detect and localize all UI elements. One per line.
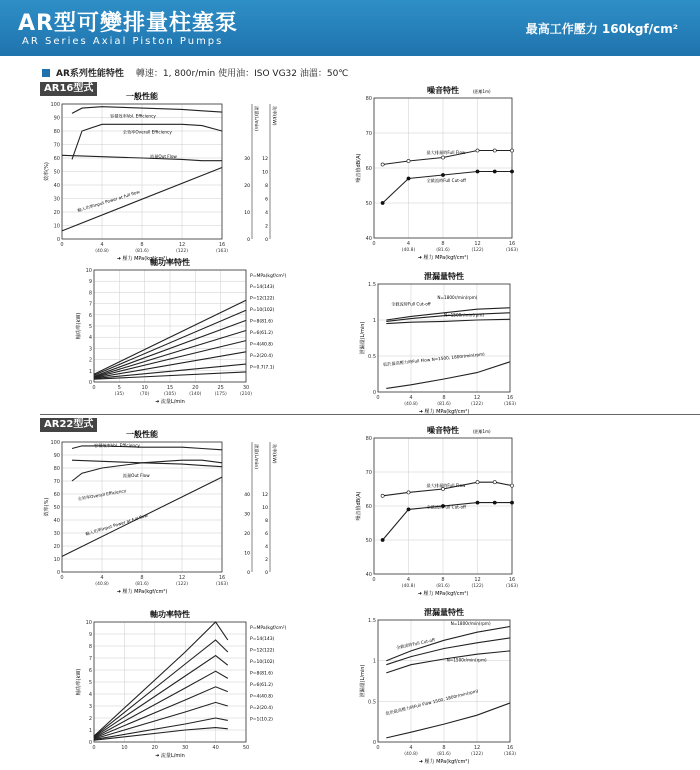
series-label: 全效率Overall Efficiency (122, 129, 172, 135)
y-tick-label: 50 (53, 169, 60, 176)
right-power-tick-label: 12 (262, 493, 268, 498)
y-tick-label: 1 (88, 728, 92, 734)
series-label: 低於最高壓力時Full Flow N=1500, 1800r/min(rpm) (382, 351, 485, 368)
page-title: AR型可變排量柱塞泵 (18, 11, 238, 36)
data-point (407, 159, 410, 162)
right-power-tick-label: 8 (265, 184, 268, 189)
y-tick-label: 40 (53, 183, 60, 189)
right-power-tick-label: 10 (262, 506, 268, 511)
right-flow-tick-label: 0 (247, 238, 250, 243)
series-label: 流量Out Flow (150, 154, 177, 159)
y-tick-label: 1.5 (368, 282, 376, 288)
data-point (476, 501, 479, 504)
y-tick-label: 90 (53, 453, 60, 459)
x-tick-secondary-label: (81.6) (437, 402, 451, 407)
y-axis-label: 效率(%) (44, 497, 50, 517)
series-label: N=1800r/min(rpm) (437, 295, 478, 301)
right-power-tick-label: 2 (265, 558, 268, 563)
x-tick-label: 20 (151, 745, 158, 751)
y-axis-label: 軸功率(kW) (76, 312, 82, 340)
chart-title-note: (距離1m) (473, 89, 491, 94)
x-tick-label: 16 (506, 745, 514, 751)
legend-entry: P=6(61.2) (250, 683, 273, 688)
section-square-icon (42, 69, 50, 77)
y-tick-label: 80 (365, 436, 372, 442)
series-line (94, 687, 228, 739)
series-label: 最大排量時Full Flow (426, 482, 466, 488)
chart-title: 泄漏量特性 (424, 608, 464, 617)
x-tick-label: 0 (372, 241, 376, 247)
test-conditions: 轉速：1, 800r/min 使用油：ISO VG32 油溫：50℃ (135, 69, 349, 79)
x-tick-label: 8 (441, 241, 445, 247)
series-label: 全截流時Full Cut-off (395, 637, 436, 651)
series-label: 容積效率Vol. Efficiency (94, 443, 140, 449)
y-tick-label: 70 (53, 479, 60, 485)
x-tick-secondary-label: (122) (471, 584, 484, 589)
x-axis-label: ➜ 壓力 MPa(kgf/cm²) (116, 256, 168, 262)
y-tick-label: 10 (53, 557, 60, 563)
right-flow-tick-label: 10 (244, 551, 250, 557)
x-tick-label: 50 (242, 745, 250, 751)
x-tick-label: 0 (376, 395, 380, 401)
y-tick-label: 70 (53, 142, 60, 149)
x-tick-secondary-label: (40.8) (404, 402, 418, 407)
y-tick-label: 4 (88, 692, 92, 698)
x-tick-secondary-label: (40.8) (95, 249, 109, 254)
series-line (72, 460, 222, 467)
x-tick-secondary-label: (140) (189, 392, 202, 397)
y-tick-label: 30 (53, 196, 60, 203)
x-tick-label: 8 (140, 242, 144, 248)
legend-entry: P=6(61.2) (250, 331, 273, 336)
x-tick-label: 0 (60, 242, 64, 248)
legend-entry: P=14(143) (250, 285, 275, 290)
right-power-tick-label: 6 (265, 197, 268, 203)
x-tick-label: 4 (409, 395, 413, 401)
model-badge-ar22: AR22型式 (40, 418, 97, 432)
series-label: N=1500r/min(rpm) (446, 657, 487, 663)
y-tick-label: 80 (365, 96, 372, 102)
y-tick-label: 10 (85, 268, 92, 274)
x-tick-label: 5 (117, 385, 121, 391)
y-tick-label: 50 (53, 505, 60, 511)
right-power-tick-label: 0 (265, 238, 268, 243)
right-flow-tick-label: 30 (244, 512, 250, 518)
y-tick-label: 0.5 (368, 354, 376, 360)
y-tick-label: 40 (365, 236, 372, 242)
y-tick-label: 40 (53, 518, 60, 524)
legend-entry: P=0.7(7.1) (250, 365, 275, 371)
x-tick-label: 4 (100, 575, 104, 581)
y-tick-label: 3 (88, 704, 92, 710)
y-tick-label: 0 (88, 740, 92, 746)
legend-entry: P=4(40.8) (250, 694, 273, 700)
legend-entry: P=10(102) (250, 660, 275, 665)
x-tick-label: 16 (218, 575, 226, 581)
y-tick-label: 5 (88, 324, 92, 330)
pressure-label: 最高工作壓力 160kgf/cm² (525, 22, 678, 36)
x-tick-label: 0 (60, 575, 64, 581)
x-tick-secondary-label: (81.6) (436, 248, 450, 253)
y-tick-label: 4 (88, 335, 92, 342)
series-label: N=1500r/min(rpm) (444, 312, 485, 318)
right-power-tick-label: 6 (265, 532, 268, 537)
x-tick-secondary-label: (105) (163, 392, 177, 397)
right-axis-flow-label: 流量(L/min) (253, 106, 258, 132)
series-label: 容積效率Vol. Efficiency (110, 113, 156, 119)
right-power-tick-label: 8 (265, 519, 268, 524)
y-tick-label: 70 (365, 131, 372, 137)
y-tick-label: 1 (372, 318, 376, 324)
y-tick-label: 2 (88, 357, 92, 364)
x-tick-label: 12 (474, 577, 481, 583)
legend-entry: P=10(102) (250, 308, 275, 313)
data-point (407, 491, 410, 494)
y-tick-label: 30 (53, 531, 60, 537)
y-tick-label: 0 (372, 390, 376, 396)
y-tick-label: 0.5 (368, 699, 376, 706)
x-tick-label: 0 (92, 385, 96, 391)
data-point (441, 156, 444, 159)
legend-entry: P=12(122) (250, 296, 275, 302)
chart-ar22-power (60, 604, 310, 768)
chart-ar16-leakage (352, 262, 542, 415)
y-tick-label: 80 (53, 466, 60, 472)
x-tick-secondary-label: (122) (470, 752, 484, 757)
chart-ar22-leakage (352, 604, 542, 768)
x-tick-label: 8 (140, 575, 144, 581)
legend-entry: P=2(20.4) (250, 354, 273, 359)
data-point (510, 170, 513, 173)
x-tick-secondary-label: (81.6) (135, 582, 149, 587)
x-tick-label: 0 (376, 745, 380, 751)
chart-title: 軸功率特性 (150, 258, 190, 267)
x-axis-label: ➜ 壓力 MPa(kgf/cm²) (418, 409, 470, 415)
data-point (381, 538, 384, 541)
y-tick-label: 5 (88, 680, 92, 686)
x-tick-label: 12 (474, 241, 481, 247)
x-tick-secondary-label: (163) (503, 402, 517, 407)
y-tick-label: 70 (365, 470, 372, 476)
right-flow-tick-label: 20 (244, 532, 250, 537)
y-tick-label: 1 (372, 658, 376, 665)
data-point (441, 173, 444, 176)
x-tick-secondary-label: (81.6) (437, 752, 451, 757)
legend-entry: P=2(20.4) (250, 706, 273, 711)
series-label: N=1800r/min(rpm) (450, 620, 491, 626)
data-point (493, 170, 496, 173)
data-point (493, 481, 496, 484)
x-axis-label: ➜ 壓力 MPa(kgf/cm²) (417, 591, 469, 597)
series-label: 流量Out Flow (122, 473, 150, 479)
model-badge-ar16: AR16型式 (40, 82, 97, 96)
x-tick-secondary-label: (163) (505, 584, 519, 589)
series-label: 全截流時Full Cut-off (426, 504, 466, 510)
series-line (383, 172, 512, 204)
y-tick-label: 20 (53, 544, 60, 550)
x-tick-secondary-label: (163) (215, 249, 229, 254)
chart-title: 一般性能 (126, 430, 158, 439)
x-tick-label: 12 (178, 575, 186, 581)
right-axis-power-label: 功率(kW) (271, 444, 276, 464)
y-tick-label: 9 (88, 632, 92, 638)
right-flow-tick-label: 10 (244, 211, 250, 216)
x-tick-label: 15 (166, 385, 174, 391)
x-tick-secondary-label: (81.6) (135, 249, 149, 254)
chart-ar16-power (60, 258, 310, 416)
y-tick-label: 6 (88, 668, 92, 674)
right-power-tick-label: 4 (265, 545, 268, 550)
section-title: AR系列性能特性 (56, 69, 124, 79)
data-point (510, 149, 513, 152)
data-point (407, 177, 410, 180)
y-axis-label: 泄漏量(L/min) (360, 664, 366, 698)
y-tick-label: 1 (88, 368, 92, 375)
data-point (510, 484, 513, 487)
y-axis-label: 噪音值dB(A) (356, 491, 362, 521)
y-axis-label: 泄漏量(L/min) (360, 321, 366, 355)
data-point (493, 149, 496, 152)
right-flow-tick-label: 30 (244, 157, 250, 162)
y-tick-label: 0 (56, 570, 60, 576)
data-point (476, 481, 479, 484)
x-tick-secondary-label: (70) (140, 392, 150, 397)
x-axis-label: ➜ 流量L/min (155, 753, 185, 759)
section-header (42, 66, 348, 79)
right-power-tick-label: 12 (262, 157, 268, 162)
x-tick-label: 4 (100, 242, 104, 248)
x-tick-secondary-label: (40.8) (404, 752, 418, 757)
series-label: 全截流時Full Cut-off (391, 301, 431, 307)
y-tick-label: 50 (365, 538, 372, 544)
data-point (381, 201, 384, 204)
legend-entry: P=14(143) (250, 637, 275, 642)
y-tick-label: 0 (56, 237, 60, 243)
y-tick-label: 0 (372, 740, 376, 746)
y-tick-label: 60 (365, 504, 372, 510)
page-subtitle: AR Series Axial Piston Pumps (22, 36, 224, 47)
x-tick-secondary-label: (122) (175, 582, 189, 587)
x-tick-label: 4 (409, 745, 413, 751)
data-point (381, 494, 384, 497)
x-tick-secondary-label: (122) (470, 402, 484, 407)
y-tick-label: 7 (88, 656, 92, 662)
right-axis-flow-label: 流量(L/min) (253, 444, 258, 470)
x-tick-label: 16 (508, 577, 516, 583)
y-axis-label: 噪音值dB(A) (356, 153, 362, 183)
x-tick-label: 25 (217, 385, 224, 391)
right-axis-power-label: 功率(kW) (271, 106, 276, 126)
x-tick-label: 16 (218, 242, 226, 248)
series-line (94, 640, 228, 737)
y-tick-label: 10 (53, 223, 60, 230)
x-tick-label: 10 (141, 385, 148, 391)
x-tick-secondary-label: (122) (175, 249, 189, 254)
legend-entry: P=1(10.2) (250, 717, 273, 723)
x-tick-label: 12 (473, 395, 481, 401)
chart-title: 噪音特性 (427, 426, 459, 435)
x-tick-label: 8 (442, 395, 446, 401)
right-flow-tick-label: 40 (244, 493, 250, 498)
right-power-tick-label: 2 (265, 224, 268, 230)
x-tick-label: 0 (372, 577, 376, 583)
y-tick-label: 90 (53, 115, 60, 122)
series-line (386, 362, 510, 389)
x-tick-secondary-label: (210) (239, 392, 253, 397)
series-line (72, 107, 222, 114)
series-label: 輸入功率Input Power at full flow (76, 189, 141, 213)
legend-entry: P=8(81.6) (250, 671, 273, 677)
y-tick-label: 3 (88, 346, 92, 353)
x-tick-label: 8 (442, 745, 446, 751)
y-axis-label: 軸功率(kW) (76, 668, 82, 696)
y-tick-label: 2 (88, 716, 92, 722)
y-tick-label: 50 (365, 201, 372, 207)
x-tick-label: 40 (212, 745, 219, 751)
data-point (381, 163, 384, 166)
data-point (493, 501, 496, 504)
x-axis-label: ➜ 流量L/min (155, 399, 185, 405)
x-tick-secondary-label: (163) (503, 752, 517, 757)
series-label: 最大排量時Full Flow (426, 150, 466, 155)
x-tick-label: 12 (178, 242, 186, 248)
x-tick-secondary-label: (40.8) (401, 248, 416, 253)
x-tick-secondary-label: (81.6) (436, 584, 450, 589)
x-tick-label: 4 (406, 241, 411, 247)
y-tick-label: 1.5 (368, 618, 376, 624)
x-axis-label: ➜ 壓力 MPa(kgf/cm²) (418, 759, 470, 765)
x-tick-secondary-label: (163) (505, 248, 519, 253)
legend-head: P=MPa(kgf/cm²) (250, 626, 287, 631)
header-banner (0, 0, 700, 56)
x-tick-secondary-label: (175) (214, 392, 227, 397)
legend-head: P=MPa(kgf/cm²) (250, 274, 287, 279)
legend-entry: P=8(81.6) (250, 319, 273, 325)
y-tick-label: 7 (88, 301, 92, 308)
y-tick-label: 60 (53, 156, 60, 162)
data-point (476, 170, 479, 173)
series-label: 低於最高壓力時Full Flow 1500, 1800r/min(rpm) (384, 688, 479, 717)
chart-title-note: (距離1m) (473, 429, 491, 434)
y-tick-label: 8 (88, 290, 92, 297)
x-tick-label: 30 (182, 745, 189, 751)
x-tick-label: 16 (506, 395, 514, 401)
series-label: 輸入功率Input Power at full flow (84, 512, 149, 537)
x-tick-secondary-label: (40.8) (401, 584, 416, 589)
legend-entry: P=12(122) (250, 648, 275, 654)
y-tick-label: 80 (53, 129, 60, 135)
x-tick-secondary-label: (122) (471, 248, 484, 253)
x-axis-label: ➜ 壓力 MPa(kgf/cm²) (417, 255, 469, 261)
x-tick-secondary-label: (35) (114, 392, 124, 397)
chart-ar16-general (40, 86, 276, 264)
right-flow-tick-label: 20 (244, 184, 250, 189)
y-tick-label: 6 (88, 312, 92, 319)
x-tick-label: 12 (473, 745, 481, 751)
series-line (94, 656, 228, 738)
chart-ar22-general (40, 428, 276, 598)
y-tick-label: 40 (365, 572, 372, 578)
y-tick-label: 20 (53, 210, 60, 216)
y-tick-label: 100 (50, 102, 60, 108)
x-tick-label: 30 (242, 385, 250, 391)
x-tick-label: 8 (441, 577, 445, 583)
chart-ar22-noise (352, 424, 542, 600)
chart-title: 噪音特性 (427, 86, 459, 95)
chart-title: 泄漏量特性 (424, 272, 464, 281)
x-tick-secondary-label: (40.8) (95, 582, 109, 587)
data-point (476, 149, 479, 152)
series-label: 全截流時Full Cut-off (426, 178, 466, 183)
x-tick-label: 16 (508, 241, 516, 247)
right-power-tick-label: 0 (265, 571, 268, 576)
data-point (407, 508, 410, 511)
y-tick-label: 100 (50, 440, 60, 446)
y-tick-label: 0 (88, 380, 92, 386)
y-tick-label: 10 (85, 620, 92, 626)
x-tick-label: 20 (192, 385, 199, 391)
right-power-tick-label: 4 (265, 211, 268, 216)
x-tick-label: 10 (121, 745, 128, 751)
series-label: 全效率Overall Efficiency (77, 488, 127, 502)
chart-title: 一般性能 (126, 92, 158, 101)
chart-title: 軸功率特性 (150, 610, 190, 619)
y-tick-label: 60 (53, 492, 60, 498)
legend-entry: P=4(40.8) (250, 342, 273, 348)
data-point (510, 501, 513, 504)
x-tick-label: 4 (406, 577, 411, 583)
chart-ar16-noise (352, 84, 542, 264)
x-tick-label: 0 (92, 745, 96, 751)
y-axis-label: 效率(%) (44, 162, 50, 181)
y-tick-label: 8 (88, 644, 92, 650)
x-axis-label: ➜ 壓力 MPa(kgf/cm²) (116, 589, 168, 595)
right-power-tick-label: 10 (262, 170, 268, 176)
y-tick-label: 9 (88, 279, 92, 286)
x-tick-secondary-label: (163) (215, 582, 229, 587)
right-flow-tick-label: 0 (247, 571, 250, 576)
y-tick-label: 60 (365, 166, 372, 172)
